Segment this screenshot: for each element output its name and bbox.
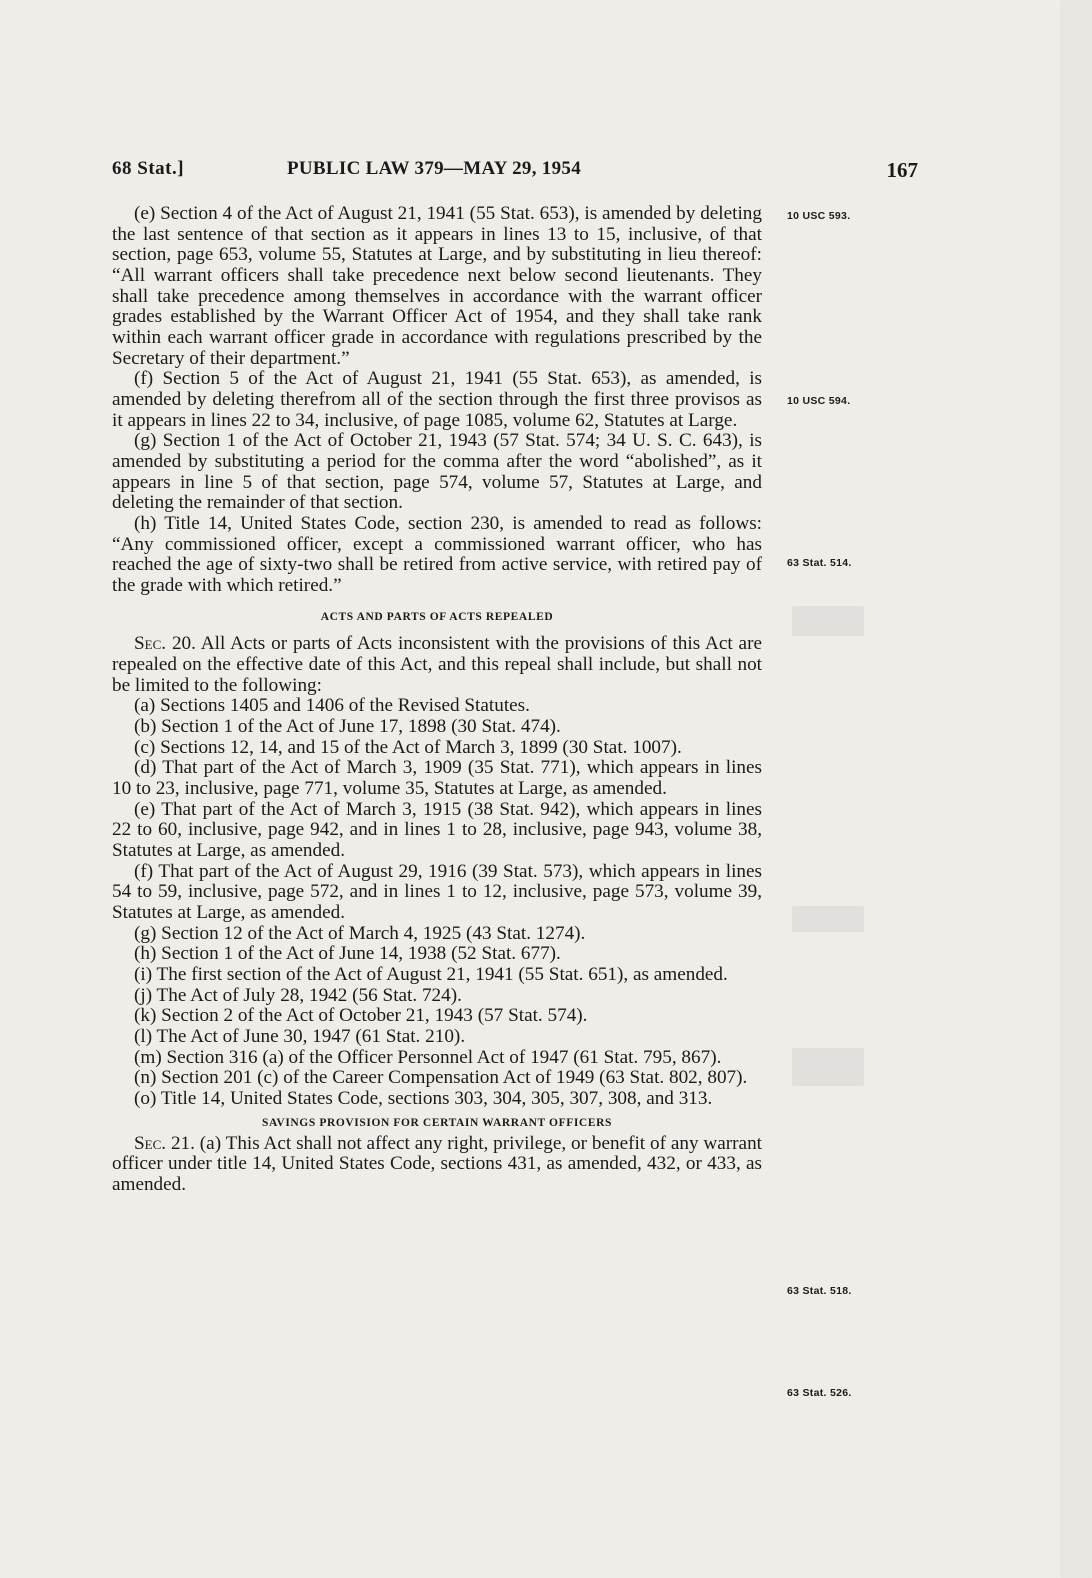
list-item: (g) Section 12 of the Act of March 4, 1925 (43 Stat. 1274). <box>134 922 586 944</box>
page-header <box>112 158 918 182</box>
margin-note: 63 Stat. 514. <box>787 557 852 569</box>
page-number: 167 <box>886 158 918 182</box>
list-item: (d) That part of the Act of March 3, 1909 (35 Stat. 771), which appears in lines 10 to 23, inclusive, page 771, volume 35, Statutes at Large, as amended. <box>112 757 762 800</box>
list-item: (a) Sections 1405 and 1406 of the Revised Statutes. <box>134 695 530 717</box>
margin-note: 10 USC 593. <box>787 210 851 222</box>
volume-label: 68 Stat.] <box>112 158 185 179</box>
list-item: (e) That part of the Act of March 3, 1915 (38 Stat. 942), which appears in lines 22 to 60, inclusive, page 942, and in lines 1 to 28, inclusive, page 943, volume 38, Statutes at Large, as amended. <box>112 798 762 862</box>
paragraph: (g) Section 1 of the Act of October 21, 1943 (57 Stat. 574; 34 U. S. C. 643), is amended by substituting a period for the comma after the word “abolished”, as it appears in line 5 of that section, page 574, volume 57, Statutes at Large, and deleting the remainder of that section. <box>112 430 762 514</box>
section-text: (a) This Act shall not affect any right, privilege, or benefit of any warrant officer under title 14, United States Code, sections 431, as amended, 432, or 433, as amended. <box>112 1132 762 1195</box>
section-label: Sec. 21. <box>134 1132 195 1154</box>
list-item: (l) The Act of June 30, 1947 (61 Stat. 210). <box>134 1025 466 1047</box>
bleed-mark <box>1060 0 1092 1578</box>
bleed-mark <box>792 906 864 932</box>
body-text <box>112 204 762 1196</box>
paragraph: (e) Section 4 of the Act of August 21, 1941 (55 Stat. 653), is amended by deleting the last sentence of that section as it appears in lines 13 to 15, inclusive, of that section, page 653, volume 55, Statutes at Large, and by substituting in lieu thereof: “All warrant officers shall take precedence next below second lieutenants. They shall take precedence among themselves in accordance with the warrant officer grades established by the Warrant Officer Act of 1954, and they shall take rank within each warrant officer grade in accordance with regulations prescribed by the Secretary of their department.” <box>112 203 762 369</box>
bleed-mark <box>792 1048 864 1086</box>
list-item: (h) Section 1 of the Act of June 14, 1938 (52 Stat. 677). <box>134 943 561 965</box>
list-item: (f) That part of the Act of August 29, 1916 (39 Stat. 573), which appears in lines 54 to 59, inclusive, page 572, and in lines 1 to 12, inclusive, page 573, volume 39, Statutes at Large, as amended. <box>112 860 762 923</box>
list-item: (j) The Act of July 28, 1942 (56 Stat. 724). <box>134 984 462 1006</box>
margin-note: 10 USC 594. <box>787 395 851 407</box>
section-label: Sec. 20. <box>134 633 196 655</box>
margin-note: 63 Stat. 518. <box>787 1285 852 1297</box>
bleed-mark <box>792 606 864 636</box>
paragraph: (f) Section 5 of the Act of August 21, 1941 (55 Stat. 653), as amended, is amended by deleting therefrom all of the section through the first three provisos as it appears in lines 22 to 34, inclusive, of page 1085, volume 62, Statutes at Large. <box>112 368 762 431</box>
paragraph <box>112 634 762 696</box>
margin-note: 63 Stat. 526. <box>787 1387 852 1399</box>
list-item: (m) Section 316 (a) of the Officer Personnel Act of 1947 (61 Stat. 795, 867). <box>134 1046 722 1068</box>
list-item: (i) The first section of the Act of August 21, 1941 (55 Stat. 651), as amended. <box>134 963 728 985</box>
section-heading: ACTS AND PARTS OF ACTS REPEALED <box>320 611 554 624</box>
list-item: (o) Title 14, United States Code, sections 303, 304, 305, 307, 308, and 313. <box>134 1087 713 1109</box>
section-heading: SAVINGS PROVISION FOR CERTAIN WARRANT OFFICERS <box>262 1116 612 1129</box>
paragraph: (h) Title 14, United States Code, section 230, is amended to read as follows: “Any commissioned officer, except a commissioned warrant officer, who has reached the age of sixty-two shall be retired from active service, with retired pay of the grade with which retired.” <box>112 512 762 596</box>
list-item: (c) Sections 12, 14, and 15 of the Act of March 3, 1899 (30 Stat. 1007). <box>134 736 682 758</box>
list-item: (k) Section 2 of the Act of October 21, 1943 (57 Stat. 574). <box>134 1005 588 1027</box>
list-item: (b) Section 1 of the Act of June 17, 1898 (30 Stat. 474). <box>134 716 561 738</box>
running-title: PUBLIC LAW 379—MAY 29, 1954 <box>287 158 582 179</box>
section-intro: All Acts or parts of Acts inconsistent with the provisions of this Act are repealed on the effective date of this Act, and this repeal shall include, but shall not be limited to the following: <box>112 633 762 696</box>
paragraph <box>112 1134 762 1196</box>
list-item: (n) Section 201 (c) of the Career Compensation Act of 1949 (63 Stat. 802, 807). <box>134 1067 748 1089</box>
